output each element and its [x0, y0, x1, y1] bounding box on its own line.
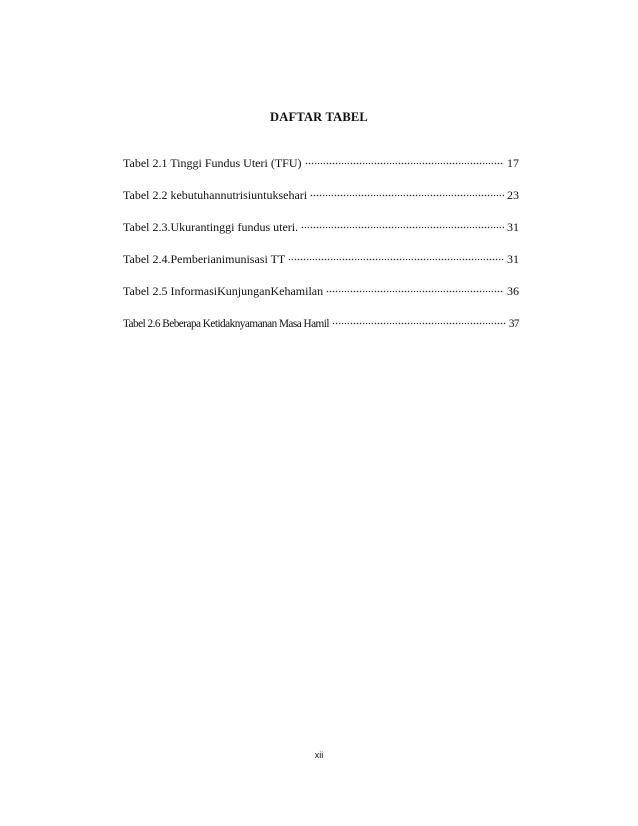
dot-leader [288, 249, 504, 261]
toc-entry-2-4 [123, 251, 519, 283]
dot-leader [326, 281, 504, 293]
toc-entry-page: 37 [508, 318, 519, 330]
toc-entry-2-5 [123, 283, 519, 315]
toc-entry-label: Tabel 2.4.Pemberianimunisasi TT [123, 252, 286, 266]
dot-leader [332, 313, 506, 325]
toc-entry-2-1 [123, 155, 519, 187]
toc-entry-label: Tabel 2.5 InformasiKunjunganKehamilan [123, 284, 324, 298]
dot-leader [301, 217, 504, 229]
toc-entry-2-6 [123, 315, 519, 347]
toc-entry-page: 17 [507, 156, 519, 170]
toc-entry-page: 36 [507, 284, 519, 298]
toc-entry-label: Tabel 2.2 kebutuhannutrisiuntuksehari [123, 188, 308, 202]
toc-entry-label: Tabel 2.1 Tinggi Fundus Uteri (TFU) [123, 156, 302, 170]
toc-entry-label: Tabel 2.3.Ukurantinggi fundus uteri. [123, 220, 299, 234]
dot-leader [305, 153, 505, 165]
toc-entry-page: 31 [507, 252, 519, 266]
page-number: xii [314, 750, 324, 760]
dot-leader [310, 185, 504, 197]
toc-entry-page: 23 [507, 188, 519, 202]
page-title: DAFTAR TABEL [270, 110, 368, 124]
toc-entry-2-3 [123, 219, 519, 251]
toc-entry-page: 31 [507, 220, 519, 234]
table-of-tables [123, 155, 519, 347]
toc-entry-2-2 [123, 187, 519, 219]
toc-entry-label: Tabel 2.6 Beberapa Ketidaknyamanan Masa Hamil [123, 318, 329, 330]
